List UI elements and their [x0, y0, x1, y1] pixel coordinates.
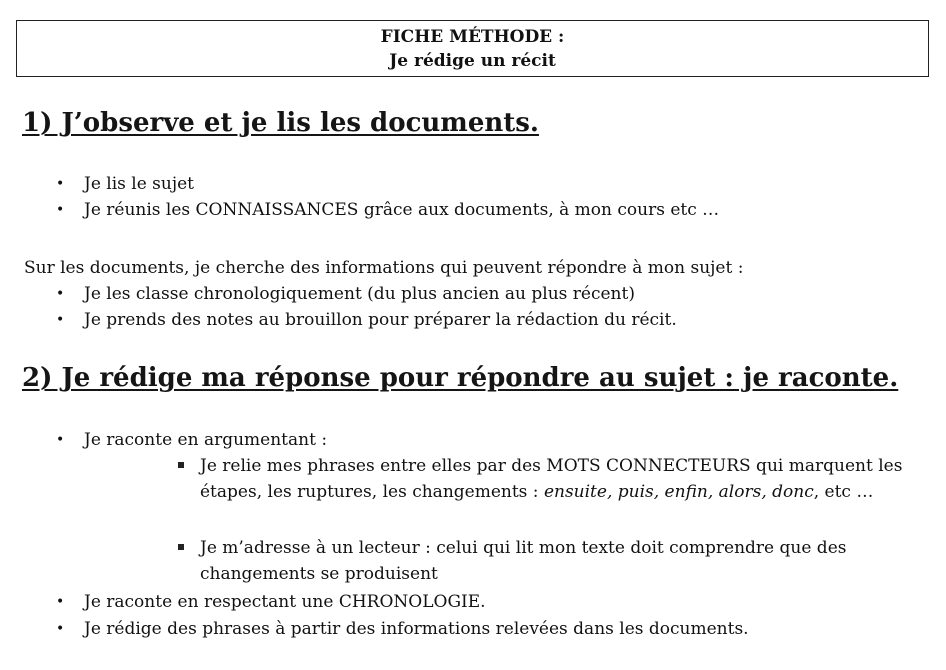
bullet-icon: • [56, 176, 65, 192]
title-line-1: FICHE MÉTHODE : [380, 27, 565, 47]
bullet-icon: • [56, 621, 65, 637]
list-item: Je prends des notes au brouillon pour préparer la rédaction du récit. [84, 310, 677, 330]
bullet-icon: • [56, 286, 65, 302]
title-line-2: Je rédige un récit [389, 51, 556, 71]
sub-list-item: Je m’adresse à un lecteur : celui qui lit mon texte doit comprendre que des changements se produisent [200, 538, 847, 584]
title-box [16, 20, 929, 77]
intro-paragraph: Sur les documents, je cherche des informations qui peuvent répondre à mon sujet : [24, 258, 744, 278]
bullet-icon: • [56, 202, 65, 218]
list-item: Je raconte en argumentant : [84, 430, 328, 450]
bullet-icon: • [56, 312, 65, 328]
square-bullet-icon [178, 462, 184, 468]
section-1-heading: 1) J’observe et je lis les documents. [22, 108, 539, 138]
bullet-icon: • [56, 594, 65, 610]
list-item: Je raconte en respectant une CHRONOLOGIE. [84, 592, 486, 612]
list-item: Je lis le sujet [84, 174, 195, 194]
sub-list-item: Je relie mes phrases entre elles par des MOTS CONNECTEURS qui marquent les étapes, les ruptures, les changements : ensuite, puis, enfin, alors, donc, etc … [200, 456, 903, 502]
list-item: Je les classe chronologiquement (du plus ancien au plus récent) [84, 284, 635, 304]
section-2-heading: 2) Je rédige ma réponse pour répondre au sujet : je raconte. [22, 363, 899, 393]
list-item: Je réunis les CONNAISSANCES grâce aux documents, à mon cours etc … [84, 200, 720, 220]
bullet-icon: • [56, 432, 65, 448]
square-bullet-icon [178, 544, 184, 550]
list-item: Je rédige des phrases à partir des informations relevées dans les documents. [84, 619, 749, 639]
